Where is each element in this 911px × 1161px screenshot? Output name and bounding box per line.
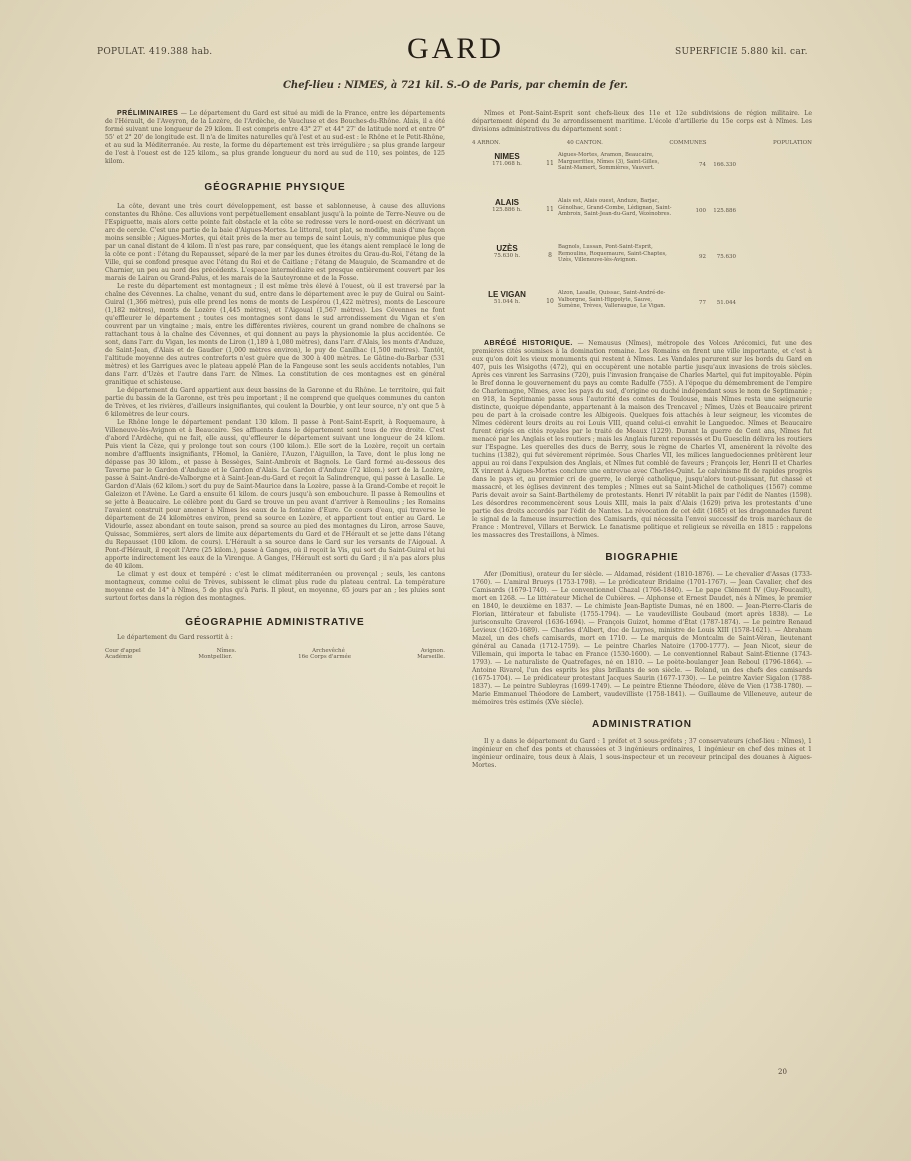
arrondissement-row [472, 198, 812, 244]
divisions-table-header [472, 140, 812, 146]
arrondissement-communes: 77 [699, 300, 706, 306]
geographie-administrative-heading: GÉOGRAPHIE ADMINISTRATIVE [185, 617, 365, 628]
page-number: 20 [778, 1068, 787, 1076]
biographie-text: Afer (Domitius), orateur du Ier siècle. — Aldamad, résident (1810-1876). — Le chevalier d'Assas (1733-1760). — L'amiral Brueys (1753-1798). — Le prédicateur Bridaine (1701-1767). — Jean Cavalier, chef des Camisards (1679-1740). — Le conventionnel Chazal (1766-1840). — Le pape Clément IV (Guy-Foucault), mort en 1268. — Le littérateur Michel de Cubières. — Alphonse et Ernest Daudet, nés à Nîmes, le premier en 1840, le deuxième en 1837. — Le chimiste Jean-Baptiste Dumas, né en 1800. — Jean-Pierre-Claris de Florian, littérateur et fabuliste (1755-1794). — Le vaudevilliste Goubaud (mort après 1838). — Le jurisconsulte Graverol (1636-1694). — François Guizot, homme d'État (1787-1874). — Le peintre Renaud Levieux (1620-1689). — Charles d'Albert, duc de Luynes, ministre de Louis XIII (1578-1621). — Abraham Mazel, un des chefs camisards, mort en 1710. — Le marquis de Montcalm de Saint-Véran, lieutenant général au Canada (1712-1759). — Le peintre Charles Natoire (1700-1777). — Jean Nicot, sieur de Villemain, qui importa le tabac en France (1530-1600). — Le conventionnel Rabaut Saint-Étienne (1743-1793). — Le naturaliste de Quatrefages, né en 1810. — Le poète-boulanger Jean Reboul (1796-1864). — Antoine Rivarol, l'un des esprits les plus brillants de son siècle. — Roland, un des chefs des camisards (1675-1704). — Le prédicateur protestant Jacques Saurin (1677-1730). — Le peintre Xavier Sigalon (1788-1837). — Le peintre Subleyras (1699-1749). — Le peintre Étienne Théodore, élève de Vien (1738-1780). — Marie Emmanuel Théodore de Lambert, vaudevilliste (1758-1841). — Guillaume de Villeneuve, auteur de mémoires très estimés (XVe siècle). [472, 571, 812, 706]
geographie-administrative-text: Le département du Gard ressortit à : [117, 634, 233, 641]
table-header-cell: POPULATION [773, 140, 812, 146]
ressort-value: Marseille. [417, 654, 445, 660]
arrondissement-row [472, 152, 812, 198]
ressort-value: Avignon. [420, 648, 445, 654]
ressort-label: Académie [105, 654, 133, 660]
arrondissement-pop-line: 51.044 h. [493, 299, 521, 305]
table-header-cell: 40 CANTON. [566, 140, 603, 146]
arrondissement-canton-list: Alzon, Lasalle, Quissac, Saint-André-de-Valborgne, Saint-Hippolyte, Sauve, Sumène, Trèves, Valleraugue, Le Vigan. [558, 290, 666, 309]
arrondissement-cantons: 11 [546, 160, 554, 167]
arrondissement-canton-list: Aigues-Mortes, Aramon, Beaucaire, Marguerittes, Nîmes (3), Saint-Gilles, Saint-Mamert, Sommières, Vauvert. [558, 152, 660, 171]
geographie-physique-text-2: Le reste du département est montagneux ; il est même très élevé à l'ouest, où il est traversé par la chaîne des Cévennes. La chaîne, venant du sud, entre dans le département avec le puy de Guiral ou Saint-Guiral (1,366 mètres), puis elle prend les noms de monts de Lespérou (1,422 mètres), monts de Lescoure (1,182 mètres), monts de Lozère (1,445 mètres), et l'Aigoual (1,567 mètres). Les Cévennes ne font qu'effleurer le département ; toutes ces montagnes sont dans le sud arrondissement du Vigan et s'en couvrent par un vingtaine ; mais, entre les différentes rivières, courent un grand nombre de chaînons se rattachant tous à la chaîne des Cévennes, et qui donnent au pays la physionomie la plus accidentée. Ce sont, dans l'arr. du Vigan, les monts de Liron (1,189 à 1,080 mètres), dans l'arr. d'Alais, les monts d'Anduze, de Saint-Jean, d'Alais et de Gaudier (1,000 mètres environ), le puy de Canilhac (1,500 mètres). Tantôt, l'altitude moyenne des autres contreforts n'est guère que de 300 à 400 mètres. Le Gâtine-du-Barbar (531 mètres) et les Garrigues avec le plateau appelé Plan de la Fangeuse sont les seuls accidents notables, l'un dans l'arr. d'Uzès et l'autre dans l'arr. de Nîmes. La constitution de ces montagnes est en général granitique et schisteuse. [105, 283, 445, 386]
ressort-label: Archevêché [312, 648, 345, 654]
preliminaires-text: — Le département du Gard est situé au midi de la France, entre les départements de l'Hérault, de l'Aveyron, de la Lozère, de l'Ardèche, de Vaucluse et des Bouches-du-Rhône. Alais, il a été formé suivant une longueur de 29 kilom. Il est compris entre 43° 27' et 44° 27' de latitude nord et entre 0° 55' et 2° 20' de longitude est. Il n'a de limites naturelles qu'à l'est et au sud-est : le Rhône et le Petit-Rhône, et au sud la Méditerranée. Au reste, la forme du département est très irrégulière ; sa plus grande largeur de l'est à l'ouest est de 125 kilom., sa plus grande longueur du nord au sud de 110, ses pointes, de 125 kilom. [105, 110, 445, 165]
geographie-physique-text-1: La côte, devant une très court développement, est basse et sablonneuse, à cause des alluvions constantes du Rhône. Ces alluvions vont perpétuellement ensablant jusqu'à la pointe de Terre-Neuve ou de l'Espiguette, mais alors cette pointe fait obstacle et la côte se redresse vers le nord-ouest en décrivant un arc de cercle. C'est une partie de la baie d'Aigues-Mortes. Le littoral, tout plat, se modifie, mais d'une façon moins sensible ; Aigues-Mortes, qui était près de la mer au temps de saint Louis, n'y communique plus que par un canal distant de 4 kilom. Il n'est pas rare, par conséquent, que les étangs aient remplacé le long de la côte ce pont : l'étang du Repausset, séparé de la mer par les dunes étroites du Grau-du-Roi, l'étang de la Ville, qui se confond presque avec l'étang du Roi et de Caitlane ; l'étang de Mauguio, de Scamandre et de Charnier, un peu au nord des précédents. L'espace intermédiaire est presque entièrement couvert par les marais de Lairan ou Grand-Palus, et les marais de la Sauteyronne et de la Fosse. [105, 203, 445, 282]
divisions-table [472, 140, 812, 336]
arrondissement-population: 75.630 [716, 254, 736, 260]
ressort-label: 16e Corps d'armée [298, 654, 352, 660]
arrondissement-pop-line: 171.068 h. [492, 161, 522, 167]
biographie-heading: BIOGRAPHIE [605, 552, 679, 563]
arrondissement-communes: 100 [695, 208, 706, 214]
arrondissement-name: NIMES [494, 152, 520, 161]
preliminaires-paragraph [105, 110, 445, 166]
geographie-physique-text-5: Le climat y est doux et tempéré : c'est le climat méditerranéen ou provençal ; seuls, les cantons montagneux, comme celui de Trèves, subissent le climat plus rude du plateau central. La température moyenne est de 14° à Nîmes, 5 de plus qu'à Paris. Il pleut, en moyenne, 65 jours par an ; les pluies sont surtout fortes dans la région des montagnes. [105, 571, 445, 602]
ressort-label: Cour d'appel [105, 648, 141, 654]
geographie-physique-text-3: Le département du Gard appartient aux deux bassins de la Garonne et du Rhône. Le territoire, qui fait partie du bassin de la Garonne, est très peu important ; il ne comprend que quelques communes du canton de Trèves, et les rivières, d'ailleurs insignifiantes, qui coulent la Dourbie, y ont leur source, n'y ont que 5 à 6 kilomètres de leur cours. [105, 387, 445, 418]
arrondissement-name: LE VIGAN [488, 290, 526, 299]
abrege-historique-paragraph [472, 340, 812, 540]
arrondissement-communes: 92 [699, 254, 706, 260]
right-column [472, 110, 812, 770]
ressort-row [105, 654, 445, 660]
page-subtitle: Chef-lieu : NIMES, à 721 kil. S.-O de Paris, par chemin de fer. [282, 80, 629, 91]
arrondissement-name: UZÈS [496, 244, 518, 253]
administration-text: Il y a dans le département du Gard : 1 préfet et 3 sous-préfets ; 37 conservateurs (chef-lieu : Nîmes), 1 ingénieur en chef des ponts et chaussées et 3 ingénieurs ordinaires, 1 ingénieur en chef des mines et 1 ingénieur ordinaire, tous deux à Alais, 1 sous-inspecteur et un receveur principal des douanes à Aigues-Mortes. [472, 738, 812, 769]
arrondissement-row [472, 244, 812, 290]
arrondissement-communes: 74 [699, 162, 706, 168]
ressort-table [105, 648, 445, 660]
geographie-physique-text-4: Le Rhône longe le département pendant 130 kilom. Il passe à Pont-Saint-Esprit, à Roquemaure, à Villeneuve-lès-Avignon et à Beaucaire. Ses affluents dans le département sont tous de rive droite. C'est d'abord l'Ardèche, qui ne fait, elle aussi, qu'effleurer le département suivant une longueur de 24 kilom. Puis vient la Cèze, qui y prolonge tout son cours (100 kilom.). Elle sort de la Lozère, reçoit un certain nombre d'affluents insignifiants, l'Homol, la Ganière, l'Auzon, l'Aiguillon, la Tave, dont le plus long ne dépasse pas 30 kilom., et passe à Bessèges, Saint-Ambroix et Bagnols. Le Gard formé au-dessous des Taverne par le Gardon d'Anduze et le Gardon d'Alais. Le Gardon d'Anduze (72 kilom.) sort de la Lozère, passe à Saint-André-de-Valborgne et à Saint-Jean-du-Gard et reçoit la Salindrenque, qui passe à Lasalle. Le Gardon d'Alais (62 kilom.) sort du puy de Saint-Maurice dans la Lozère, passe à la Grand-Combe et reçoit le Galeizon et l'Avène. Le Gard a ensuite 61 kilom. de cours jusqu'à son embouchure. Il passe à Remoulins et se jette à Beaucaire. Le célèbre pont du Gard se trouve un peu avant d'arriver à Remoulins ; les Romains l'avaient construit pour amener à Nîmes les eaux de la fontaine d'Eure. Ce cours d'eau, qui traverse le département de 24 kilomètres environ, prend sa source en Lozère, et appartient tout entier au Gard. Le Vidourle, assez abondant en toute saison, prend sa source au pied des montagnes du Liron, arrose Sauve, Quissac, Sommières, sert alors de limite aux départements du Gard et de l'Hérault et se jette dans l'étang du Repausset (100 kilom. de cours). L'Hérault a sa source dans le Gard sur les versants de l'Aigoual. A Pont-d'Hérault, il reçoit l'Arre (25 kilom.), passe à Ganges, où il reçoit la Vis, qui sort du Saint-Guiral et lui apporte indirectement les eaux de la Virenque. A Ganges, l'Hérault est sorti du Gard ; il n'a pas alors plus de 40 kilom. [105, 419, 445, 570]
page-title: GARD [406, 32, 504, 65]
superficie-label: SUPERFICIE 5.880 kil. car. [675, 47, 808, 57]
arrondissement-population: 125.886 [713, 208, 736, 214]
table-header-cell: 4 ARRON. [472, 140, 501, 146]
arrondissement-name: ALAIS [495, 198, 519, 207]
arrondissement-cantons: 8 [548, 252, 552, 259]
arrondissement-canton-list: Alais est, Alais ouest, Anduze, Barjac, Génolhac, Grand-Combe, Lédignan, Saint-Ambroix, Saint-Jean-du-Gard, Vézénobres. [558, 198, 672, 217]
abrege-historique-heading: ABRÉGÉ HISTORIQUE. [484, 340, 573, 347]
arrondissement-pop-line: 75.630 h. [493, 253, 521, 259]
arrondissement-population: 51.044 [716, 300, 736, 306]
arrondissement-pop-line: 125.886 h. [492, 207, 522, 213]
abrege-historique-text: — Nemausus (Nîmes), métropole des Volces Arécomici, fut une des premières cités soumises à la domination romaine. Les Romains en firent une ville importante, et c'est à eux qu'on doit les vieux monuments qui restent à Nîmes. Les Vandales parurent sur les bords du Gard en 407, puis les Wisigoths (472), qui en occupèrent une notable partie jusqu'aux invasions de trois siècles. Après ces vinrent les Sarrasins (720), puis l'invasion française de Charles Martel, qui fut impitoyable. Pépin le Bref donna le gouvernement du pays au comte Radulfe (755). A l'époque du démembrement de l'empire de Charlemagne, Nîmes, avec les pays du sud, d'origine ou duché indépendant sous le nom de Septimanie ; en 918, la Septimanie passa sous l'autorité des comtes de Toulouse, mais Nîmes resta une seigneurie distincte, quoique dépendante, appartenant à la maison des Trencavel ; Nîmes, Uzès et Beaucaire prirent peu de part à la croisade contre les Albigeois. Quelques fois attachés à leur seigneur, les vicomtes de Nîmes cédèrent leurs droits au roi Louis VIII, quand celui-ci envahit le Languedoc. Nîmes et Beaucaire furent érigés en cités royales par le traité de Meaux (1229). Durant la guerre de Cent ans, Nîmes fut menacé par les Anglais et les routiers ; mais les Anglais furent repoussés et Du Guesclin délivra les routiers sur l'Espagne. Les querelles des ducs de Berry, sous le règne de Charles VI, amenèrent la révolte des tuchins (1382), qui fut sévèrement réprimée. Sous Charles VII, les milices languedociennes prêtèrent leur appui au roi dans l'expulsion des Anglais, et Nîmes fut comblé de faveurs ; François Ier, Henri II et Charles IX vinrent à Aigues-Mortes conclure une entrevue avec Charles-Quint. Le calvinisme fit de rapides progrès dans le pays et, au premier cri de guerre, le clergé catholique, jusqu'alors tout-puissant, fut chassé et massacré, et les églises devinrent des temples ; Nîmes eut sa Saint-Michel de catholiques (1567) comme Paris devait avoir sa Saint-Barthélemy de protestants. Henri IV rétablit la paix par l'édit de Nantes (1598). Les désordres recommencèrent sous Louis XIII, mais la paix d'Alais (1629) priva les protestants d'une partie des droits accordés par l'édit de Nantes. La révocation de cet édit (1685) et les dragonnades furent le signal de la fameuse insurrection des Camisards, qui nécessita l'envoi successif de trois maréchaux de France : Montrevel, Villars et Berwick. Le fanatisme politique et religieux se réveilla en 1815 : rappelons les massacres des Trestaillons, à Nîmes. [472, 340, 812, 539]
arrondissement-canton-list: Bagnols, Lussan, Pont-Saint-Esprit, Remoulins, Roquemaure, Saint-Chaptes, Uzès, Villeneuve-lès-Avignon. [558, 244, 667, 263]
preliminaires-heading: PRÉLIMINAIRES [117, 110, 179, 117]
arrondissement-row [472, 290, 812, 336]
left-column [105, 110, 445, 660]
table-header-cell: COMMUNES [669, 140, 707, 146]
population-label: POPULAT. 419.388 hab. [97, 47, 213, 57]
ressort-value: Nîmes. [216, 648, 237, 654]
arrondissement-cantons: 11 [546, 206, 554, 213]
arrondissement-cantons: 10 [546, 298, 554, 305]
geographie-physique-heading: GÉOGRAPHIE PHYSIQUE [204, 182, 346, 193]
arrondissement-population: 166.330 [713, 162, 736, 168]
administration-heading: ADMINISTRATION [592, 719, 692, 730]
ressort-value: Montpellier. [198, 654, 233, 660]
intro-text: Nîmes et Pont-Saint-Esprit sont chefs-lieux des 11e et 12e subdivisions de région militaire. Le département dépend du 3e arrondissement maritime. L'école d'artillerie du 15e corps est à Nîmes. Les divisions administratives du département sont : [472, 110, 812, 133]
